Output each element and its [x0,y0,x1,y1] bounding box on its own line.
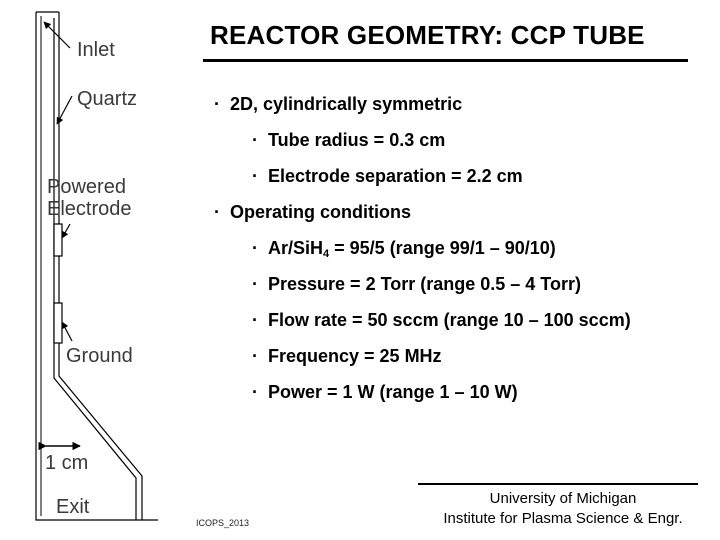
powered-label: Powered [47,176,126,198]
bullet-power: · Power = 1 W (range 1 – 10 W) [252,382,518,402]
bullet-dot-icon: · [252,310,258,330]
electrode-pointer-arrow [62,224,70,238]
ground-electrode-block [54,303,62,343]
bullet-dot-icon: · [252,238,258,258]
bullet-frequency: · Frequency = 25 MHz [252,346,442,366]
bullet-dot-icon: · [252,166,258,186]
footer-institute: Institute for Plasma Science & Engr. [443,510,683,527]
bullet-dot-icon: · [252,274,258,294]
title-underline [203,59,688,62]
reactor-geometry-diagram [0,0,200,540]
electrode-label: Electrode [47,198,132,220]
bullet-dot-icon: · [252,346,258,366]
ground-label: Ground [66,345,133,367]
footer-affiliation [418,489,708,529]
bullet-flow-rate: · Flow rate = 50 sccm (range 10 – 100 sccm) [252,310,631,330]
powered-electrode-block [54,224,62,256]
bullet-dot-icon: · [214,202,220,222]
bullet-gas-mixture: · Ar/SiH$_4$ = 95/5 (range 99/1 – 90/10) [252,238,556,260]
bullet-dot-icon: · [252,130,258,150]
quartz-label: Quartz [77,88,138,110]
exit-label: Exit [56,496,90,518]
bullet-2d: · 2D, cylindrically symmetric [214,94,463,114]
bullet-dot-icon: · [214,94,220,114]
conference-tag: ICOPS_2013 [196,518,250,528]
bullet-dot-icon: · [252,382,258,402]
bullet-tube-radius: · Tube radius = 0.3 cm [252,130,446,150]
ground-pointer-arrow [62,322,72,341]
bullet-electrode-separation: · Electrode separation = 2.2 cm [252,166,523,186]
bullet-operating-conditions: · Operating conditions [214,202,412,222]
inlet-pointer-arrow [44,22,70,48]
slide-title: REACTOR GEOMETRY: CCP TUBE [210,20,645,50]
bullet-pressure: · Pressure = 2 Torr (range 0.5 – 4 Torr) [252,274,581,294]
scale-label: 1 cm [45,452,89,474]
footer-university: University of Michigan [489,490,637,507]
inlet-label: Inlet [77,39,115,61]
footer-rule [418,483,698,485]
